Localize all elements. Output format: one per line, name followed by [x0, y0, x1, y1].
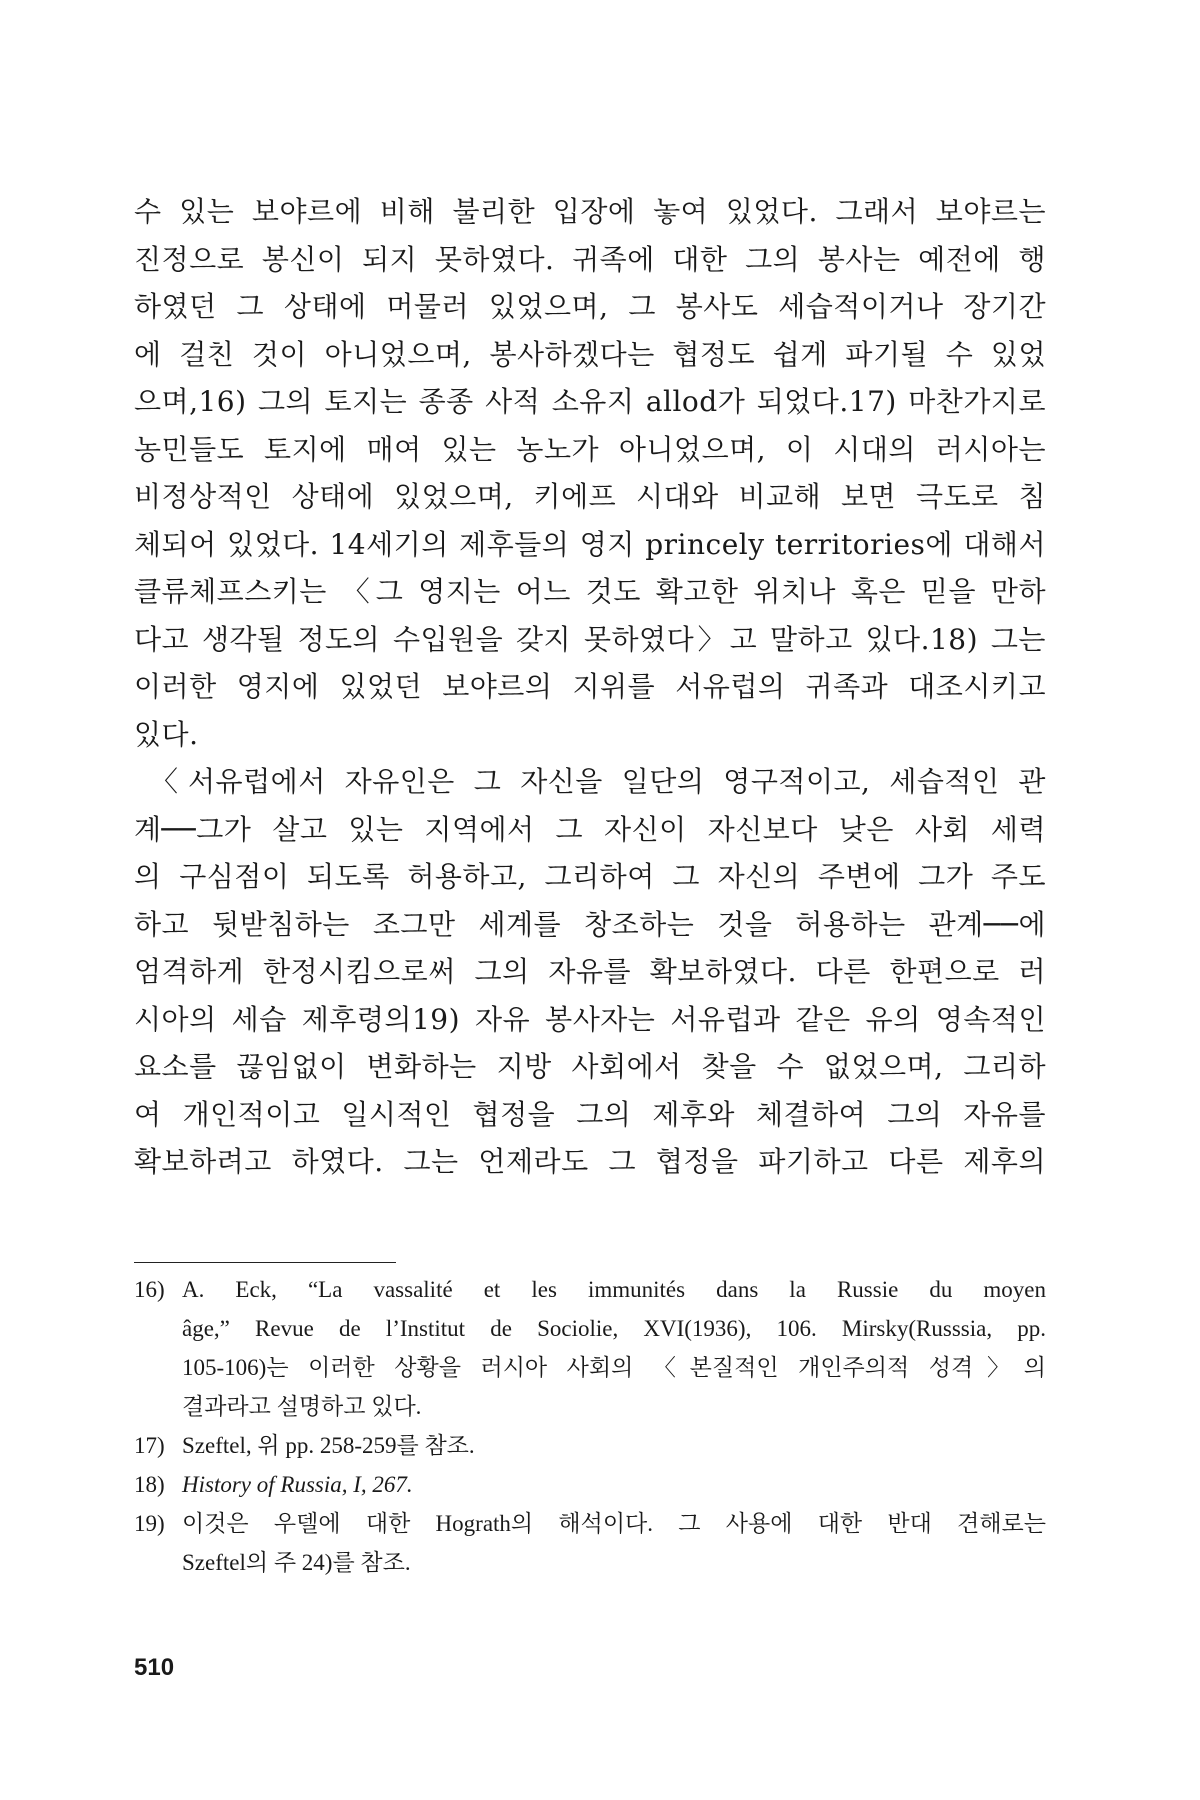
text-line: 클류체프스키는 〈그 영지는 어느 것도 확고한 위치나 혹은 믿을 만하: [134, 575, 1046, 608]
text-line: 〈서유럽에서 자유인은 그 자신을 일단의 영구적이고, 세습적인 관: [150, 765, 1046, 798]
footnote-number: 18): [134, 1472, 165, 1497]
footnote: [134, 1504, 1046, 1582]
paragraph: [134, 188, 1046, 758]
text-line: 엄격하게 한정시킴으로써 그의 자유를 확보하였다. 다른 한편으로 러: [134, 955, 1046, 988]
footnote-text: [182, 1426, 1046, 1465]
footnote-text: [182, 1465, 1046, 1504]
text-line: 의 구심점이 되도록 허용하고, 그리하여 그 자신의 주변에 그가 주도: [134, 860, 1046, 893]
text-line: 확보하려고 하였다. 그는 언제라도 그 협정을 파기하고 다른 제후의: [134, 1145, 1046, 1178]
body-text: [134, 188, 1046, 1186]
text-line: 요소를 끊임없이 변화하는 지방 사회에서 찾을 수 없었으며, 그리하: [134, 1050, 1046, 1083]
footnote-text: [182, 1504, 1046, 1582]
text-line: 으며,16) 그의 토지는 종종 사적 소유지 allod가 되었다.17) 마찬가지로: [134, 385, 1046, 418]
footnote-line: 결과라고 설명하고 있다.: [182, 1394, 422, 1419]
paragraph: [134, 758, 1046, 1186]
footnote-number: 17): [134, 1433, 165, 1458]
footnote: [134, 1270, 1046, 1426]
text-line: 에 걸친 것이 아니었으며, 봉사하겠다는 협정도 쉽게 파기될 수 있었: [134, 337, 1046, 371]
footnote: [134, 1465, 1046, 1504]
footnote-line: Szeftel의 주 24)를 참조.: [182, 1550, 411, 1575]
text-line: 수 있는 보야르에 비해 불리한 입장에 놓여 있었다. 그래서 보야르는: [134, 195, 1046, 228]
footnote-line: A. Eck, “La vassalité et les immunités dans la Russie du moyen: [182, 1277, 1046, 1302]
footnote-number: 19): [134, 1511, 165, 1536]
text-line: 진정으로 봉신이 되지 못하였다. 귀족에 대한 그의 봉사는 예전에 행: [134, 242, 1046, 276]
text-line: 농민들도 토지에 매여 있는 농노가 아니었으며, 이 시대의 러시아는: [134, 432, 1046, 466]
footnote-line: âge,” Revue de l’Institut de Sociolie, XVI(1936), 106. Mirsky(Russsia, pp.: [182, 1316, 1046, 1341]
footnote-line: 105-106)는 이러한 상황을 러시아 사회의 〈본질적인 개인주의적 성격〉의: [182, 1355, 1046, 1380]
page-number: 510: [134, 1654, 175, 1681]
text-line: 여 개인적이고 일시적인 협정을 그의 제후와 체결하여 그의 자유를: [134, 1097, 1046, 1131]
text-line: 비정상적인 상태에 있었으며, 키에프 시대와 비교해 보면 극도로 침: [134, 480, 1046, 513]
text-line: 이러한 영지에 있었던 보야르의 지위를 서유럽의 귀족과 대조시키고: [134, 670, 1046, 703]
footnote: [134, 1426, 1046, 1465]
text-line: 계──그가 살고 있는 지역에서 그 자신이 자신보다 낮은 사회 세력: [134, 812, 1046, 846]
text-line: 체되어 있었다. 14세기의 제후들의 영지 princely territories에 대해서: [134, 527, 1046, 561]
footnote-line: Szeftel, 위 pp. 258-259를 참조.: [182, 1433, 475, 1458]
footnotes: [134, 1270, 1046, 1582]
footnote-text: [182, 1270, 1046, 1426]
footnote-line: History of Russia, I, 267.: [182, 1472, 413, 1497]
text-line: 하였던 그 상태에 머물러 있었으며, 그 봉사도 세습적이거나 장기간: [134, 290, 1046, 323]
text-line: 시아의 세습 제후령의19) 자유 봉사자는 서유럽과 같은 유의 영속적인: [134, 1002, 1046, 1036]
footnote-line: 이것은 우델에 대한 Hograth의 해석이다. 그 사용에 대한 반대 견해로는: [182, 1511, 1046, 1536]
text-line: 하고 뒷받침하는 조그만 세계를 창조하는 것을 허용하는 관계──에: [134, 907, 1046, 941]
footnote-number: 16): [134, 1277, 165, 1302]
text-line: 다고 생각될 정도의 수입원을 갖지 못하였다〉고 말하고 있다.18) 그는: [134, 622, 1046, 656]
footnote-divider: [134, 1262, 396, 1263]
text-line: 있다.: [134, 717, 199, 751]
